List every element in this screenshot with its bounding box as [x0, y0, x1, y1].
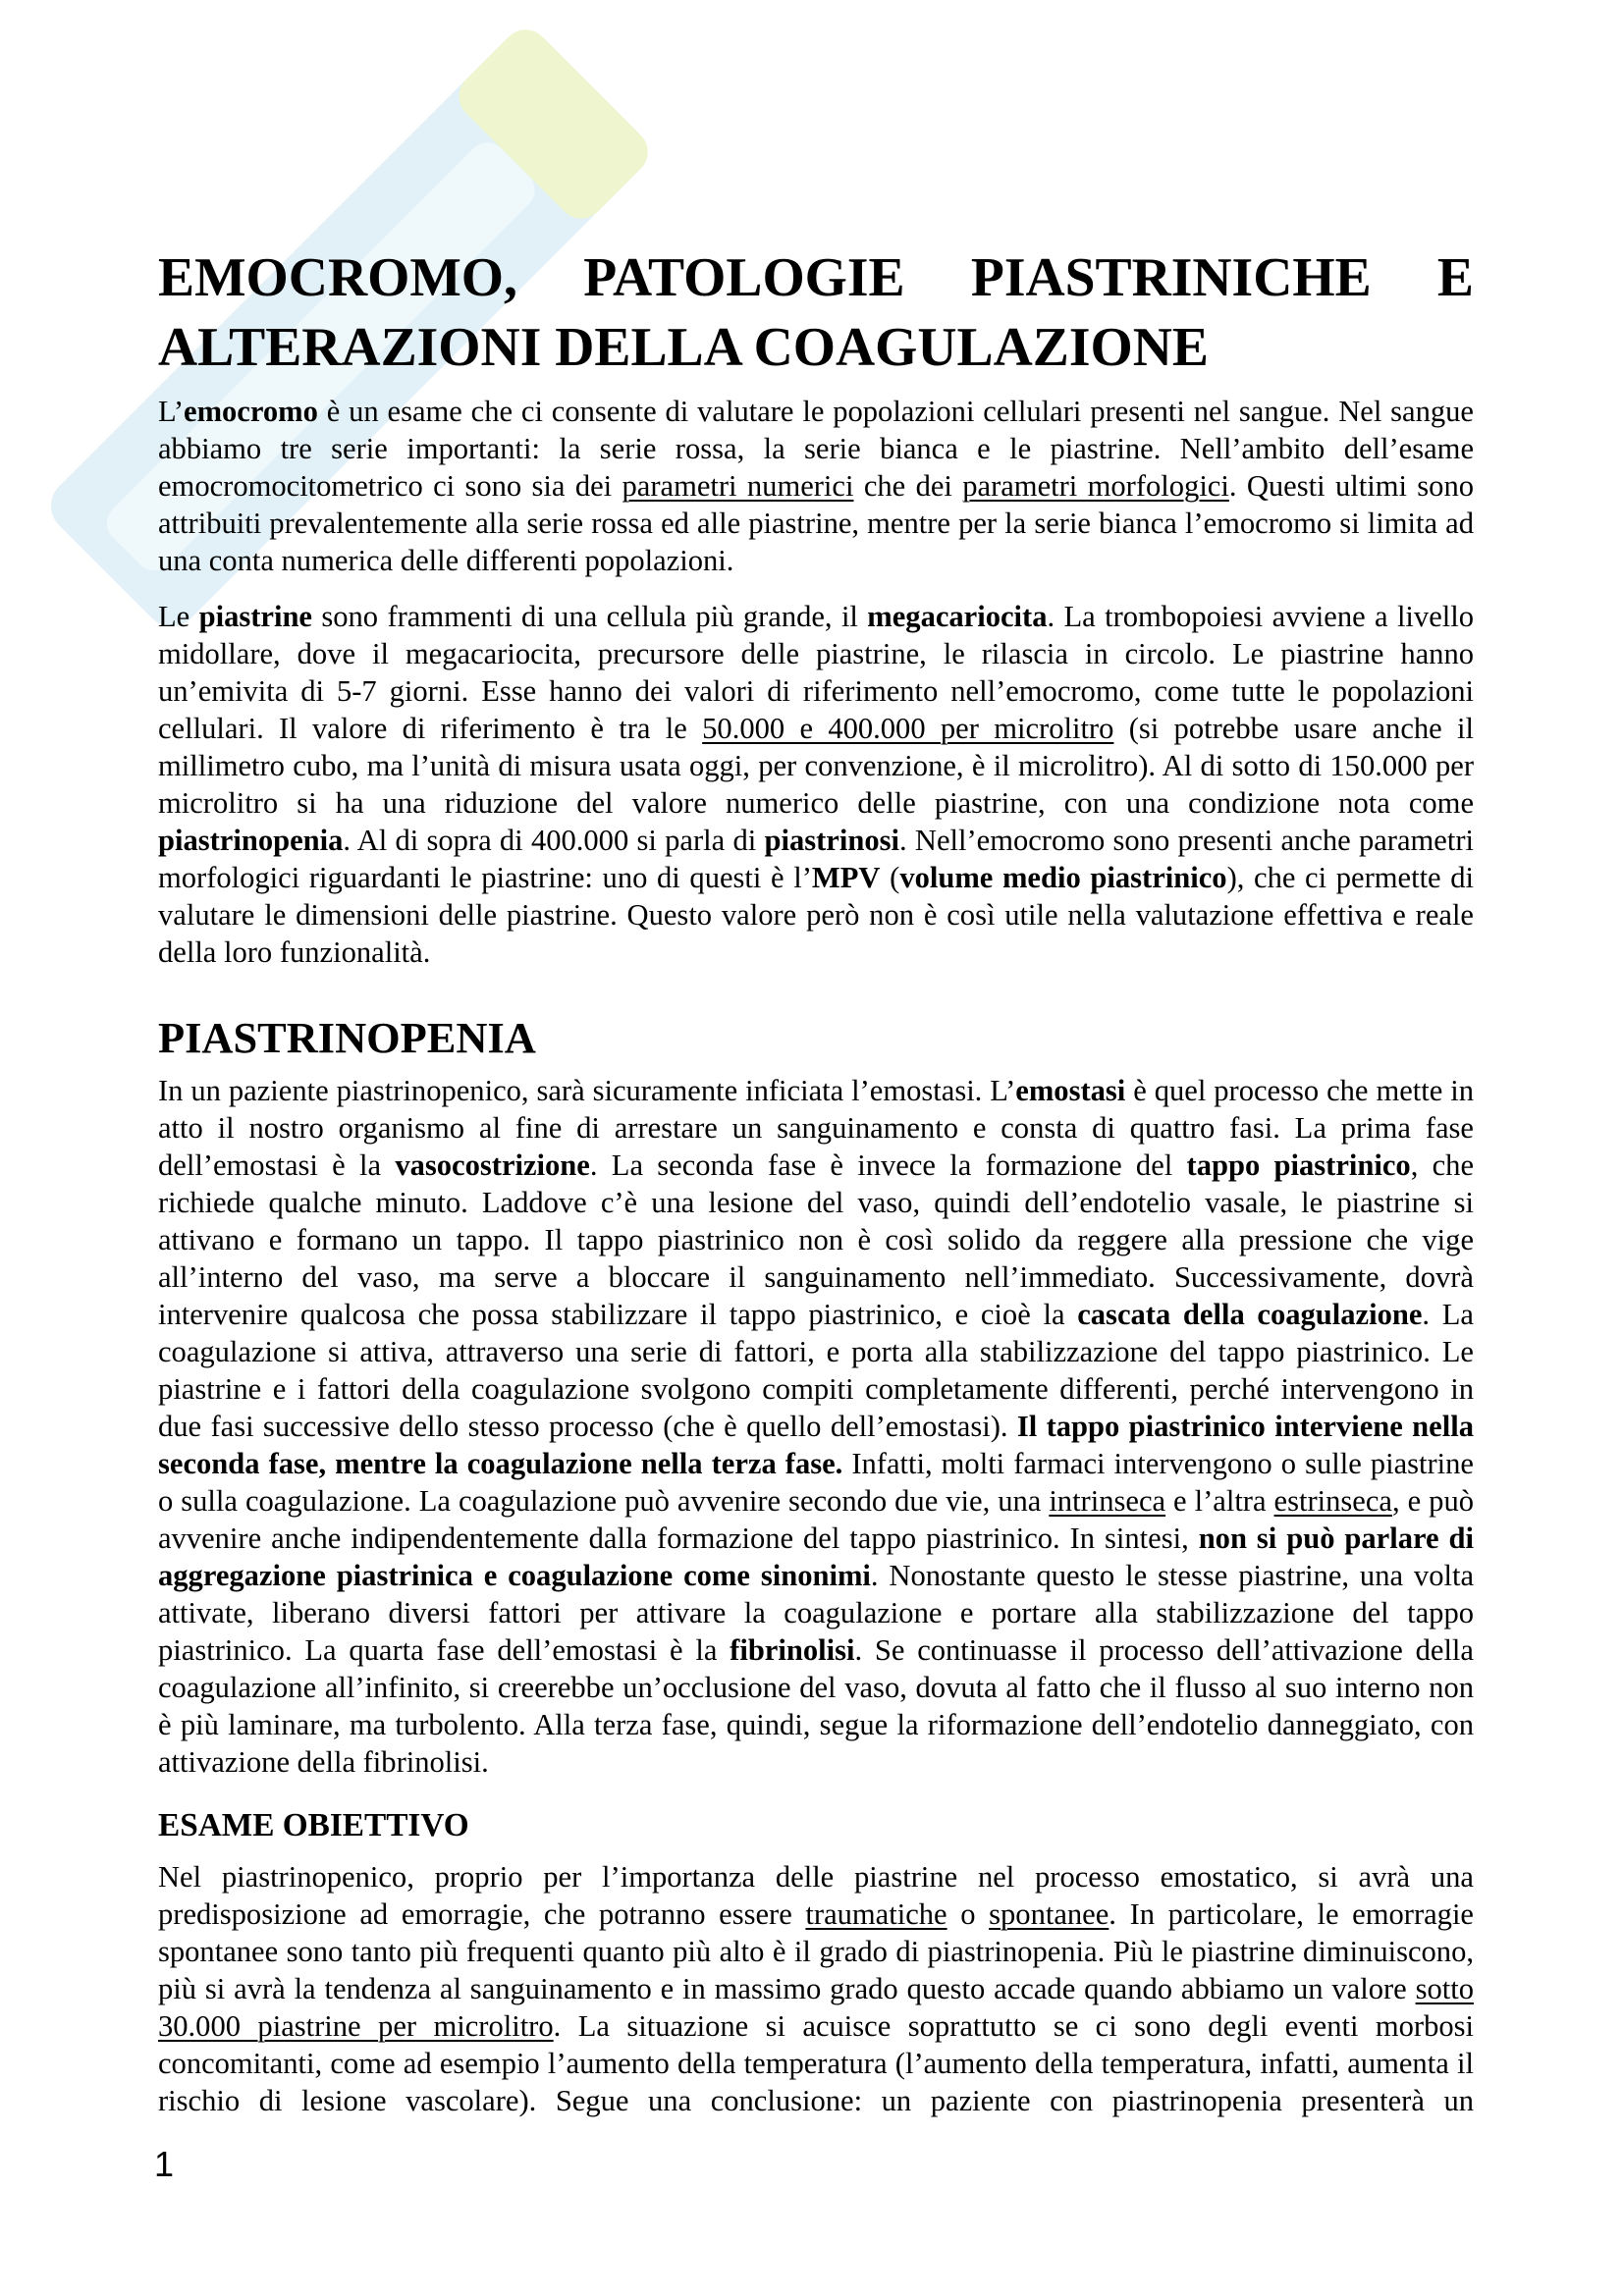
text-run: Nel piastrinopenico, proprio per l’importanza delle piastrine nel processo emostatico, si avrà una predisposizione ad emorragie, che potranno essere [158, 1860, 1474, 1931]
page-title: EMOCROMO, PATOLOGIE PIASTRINICHE E ALTERAZIONI DELLA COAGULAZIONE [158, 247, 1474, 378]
bold-text: megacariocita [867, 600, 1048, 633]
bold-text: non si può parlare di aggregazione piastrinica e coagulazione come sinonimi [158, 1522, 1474, 1592]
text-run: In un paziente piastrinopenico, sarà sicuramente inficiata l’emostasi. L’ [158, 1074, 1016, 1107]
text-run: ), che ci permette di valutare le dimensioni delle piastrine. Questo valore però non è così utile nella valutazione effettiva e reale della loro funzionalità. [158, 861, 1475, 969]
underlined-text: sotto 30.000 piastrine per microlitro [158, 1972, 1474, 2043]
text-run: o [947, 1897, 990, 1931]
text-run: e l’altra [1165, 1484, 1274, 1518]
underlined-text: spontanee [989, 1897, 1109, 1931]
text-run: L’ [158, 395, 185, 428]
text-run: . Al di sopra di 400.000 si parla di [343, 824, 765, 857]
text-run: . La coagulazione si attiva, attraverso una serie di fattori, e porta alla stabilizzazione del tappo piastrinico. Le piastrine e i fattori della coagulazione svolgono compiti completamente differenti, perché intervengono in due fasi successive dello stesso processo (che è quello dell’emostasi). [158, 1298, 1474, 1443]
text-run: . In particolare, le emorragie spontanee sono tanto più frequenti quanto più alto è il grado di piastrinopenia. Più le piastrine diminuiscono, più si avrà la tendenza al sanguinamento e in massimo grado questo accade quando abbiamo un valore [158, 1897, 1474, 2005]
bold-text: emostasi [1015, 1074, 1126, 1107]
underlined-text: parametri morfologici [962, 469, 1229, 503]
page-number: 1 [154, 2144, 175, 2184]
text-run: Infatti, molti farmaci intervengono o sulle piastrine o sulla coagulazione. La coagulazione può avvenire secondo due vie, una [158, 1447, 1474, 1518]
text-run: . Se continuasse il processo dell’attivazione della coagulazione all’infinito, si creerebbe un’occlusione del vaso, dovuta al fatto che il flusso al suo interno non è più laminare, ma turbolento. Alla terza fase, quindi, segue la riformazione dell’endotelio danneggiato, con attivazione della fibrinolisi. [158, 1633, 1474, 1779]
paragraph-emocromo [158, 393, 1474, 579]
bold-text: Il tappo piastrinico interviene nella seconda fase, mentre la coagulazione nella terza fase. [158, 1410, 1474, 1480]
text-run: . Nell’emocromo sono presenti anche parametri morfologici riguardanti le piastrine: uno di questi è l’ [158, 824, 1475, 894]
text-run: , che richiede qualche minuto. Laddove c’è una lesione del vaso, quindi dell’endotelio vasale, le piastrine si attivano e formano un tappo. Il tappo piastrinico non è così solido da reggere alla pressione che vige all’interno del vaso, ma serve a bloccare il sanguinamento nell’immediato. Successivamente, dovrà intervenire qualcosa che possa stabilizzare il tappo piastrinico, e cioè la [158, 1148, 1475, 1331]
bold-text: vasocostrizione [395, 1148, 590, 1182]
text-run: (si potrebbe usare anche il millimetro cubo, ma l’unità di misura usata oggi, per convenzione, è il microlitro). Al di sotto di 150.000 per microlitro si ha una riduzione del valore numerico delle piastrine, con una condizione nota come [158, 712, 1474, 820]
bold-text: piastrine [198, 600, 312, 633]
text-run: . La situazione si acuisce soprattutto se ci sono degli eventi morbosi concomitanti, come ad esempio l’aumento della temperatura (l’aumento della temperatura, infatti, aumenta il rischio di lesione vascolare). Segue una conclusione: un paziente con piastrinopenia presenterà un [158, 2009, 1474, 2117]
underlined-text: intrinseca [1049, 1484, 1166, 1518]
text-run: è quel processo che mette in atto il nostro organismo al fine di arrestare un sanguinamento e consta di quattro fasi. La prima fase dell’emostasi è la [158, 1074, 1474, 1182]
text-run: che dei [853, 469, 963, 503]
paragraph-esame-obiettivo [158, 1858, 1474, 2119]
text-run: è un esame che ci consente di valutare le popolazioni cellulari presenti nel sangue. Nel sangue abbiamo tre serie importanti: la serie rossa, la serie bianca e le piastrine. Nell’ambito dell’esame emocromocitometrico ci sono sia dei [158, 395, 1474, 503]
bold-text: tappo piastrinico [1186, 1148, 1411, 1182]
text-run: . Questi ultimi sono attribuiti prevalentemente alla serie rossa ed alle piastrine, mentre per la serie bianca l’emocromo si limita ad una conta numerica delle differenti popolazioni. [158, 469, 1475, 577]
bold-text: piastrinosi [764, 824, 899, 857]
text-run: Le [158, 600, 199, 633]
bold-text: fibrinolisi [730, 1633, 855, 1667]
subsection-heading: ESAME OBIETTIVO [158, 1807, 469, 1843]
underlined-text: 50.000 e 400.000 per microlitro [702, 712, 1114, 745]
bold-text: piastrinopenia [158, 824, 344, 857]
bold-text: cascata della coagulazione [1077, 1298, 1423, 1331]
text-run: sono frammenti di una cellula più grande, il [312, 600, 868, 633]
text-run: , e può avvenire anche indipendentemente dalla formazione del tappo piastrinico. In sintesi, [158, 1484, 1474, 1555]
bold-text: volume medio piastrinico [899, 861, 1227, 894]
underlined-text: parametri numerici [622, 469, 854, 503]
section-heading: PIASTRINOPENIA [158, 1013, 536, 1062]
text-run: . La trombopoiesi avviene a livello midollare, dove il megacariocita, precursore delle piastrine, le rilascia in circolo. Le piastrine hanno un’emivita di 5-7 giorni. Esse hanno dei valori di riferimento nell’emocromo, come tutte le popolazioni cellulari. Il valore di riferimento è tra le [158, 600, 1474, 745]
bold-text: MPV [811, 861, 881, 894]
underlined-text: traumatiche [805, 1897, 947, 1931]
paragraph-piastrinopenia [158, 1072, 1474, 1781]
text-run: . La seconda fase è invece la formazione del [589, 1148, 1187, 1182]
text-run: . Nonostante questo le stesse piastrine, una volta attivate, liberano diversi fattori per attivare la coagulazione e portare alla stabilizzazione del tappo piastrinico. La quarta fase dell’emostasi è la [158, 1559, 1475, 1667]
paragraph-piastrine [158, 598, 1474, 971]
bold-text: emocromo [184, 395, 318, 428]
underlined-text: estrinseca [1273, 1484, 1392, 1518]
text-run: ( [880, 861, 900, 894]
document-page [158, 243, 1474, 2119]
